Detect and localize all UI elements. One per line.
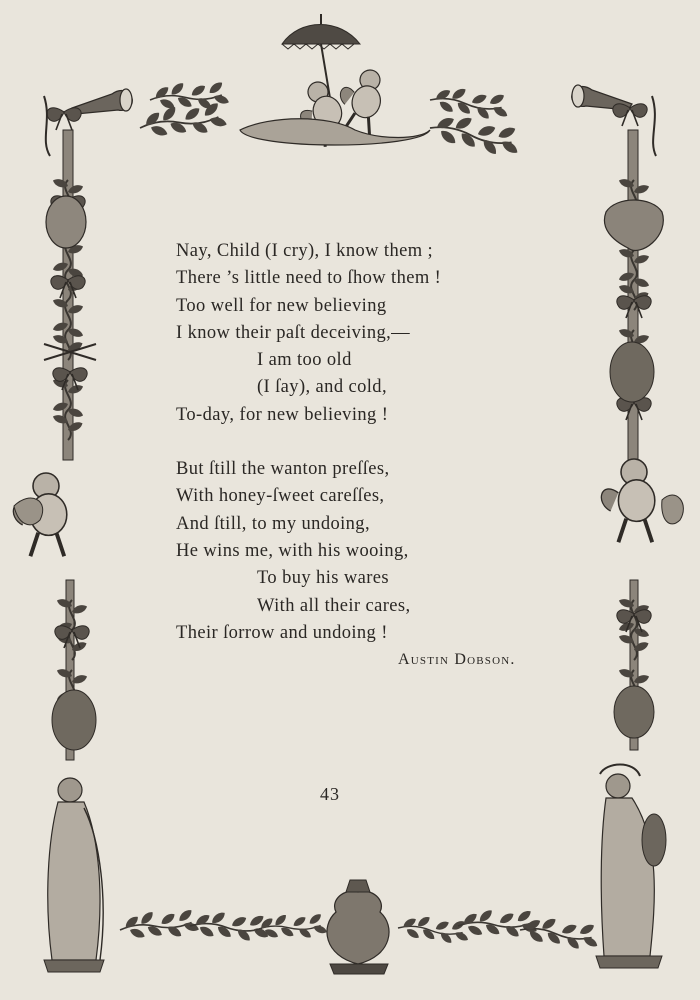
poem-line: And ſtill, to my undoing, [176, 513, 370, 534]
poem-line: Their ſorrow and undoing ! [176, 622, 388, 643]
poem-author: Austin Dobson. [398, 651, 516, 668]
poem-line-indented: To buy his wares [257, 568, 390, 589]
poem-line-indented: (I ſay), and cold, [257, 377, 387, 398]
poem-line: To-day, for new believing ! [176, 404, 389, 425]
left-garland-icon [44, 130, 96, 460]
top-left-horn-icon [44, 89, 132, 156]
top-right-horn-icon [572, 85, 656, 156]
stanza-2 [176, 456, 576, 647]
right-cherub-icon [601, 459, 683, 542]
left-cherub-icon [13, 473, 66, 556]
poem-line-indented: I am too old [257, 350, 352, 371]
poem-line-indented: With all their cares, [257, 595, 411, 616]
stanza-1 [176, 238, 576, 429]
left-lower-garland-icon [52, 580, 96, 760]
bottom-left-figure-icon [44, 778, 104, 972]
poem-line: There ’s little need to ſhow them ! [176, 268, 442, 289]
poem-line: I know their paſt deceiving,— [176, 322, 411, 343]
bottom-right-figure-icon [596, 765, 666, 969]
poem-line: But ſtill the wanton preſſes, [176, 459, 390, 480]
poem-line: With honey-ſweet careſſes, [176, 486, 385, 507]
poem-line: Nay, Child (I cry), I know them ; [176, 241, 434, 261]
bottom-vase-icon [327, 880, 389, 974]
right-garland-icon [604, 130, 663, 460]
poem [176, 238, 576, 647]
poem-line: Too well for new believing [176, 295, 387, 316]
page-number: 43 [320, 784, 340, 804]
poem-line: He wins me, with his wooing, [176, 540, 409, 561]
top-ornament-cherubs-icon [240, 64, 430, 151]
right-lower-garland-icon [614, 580, 654, 750]
